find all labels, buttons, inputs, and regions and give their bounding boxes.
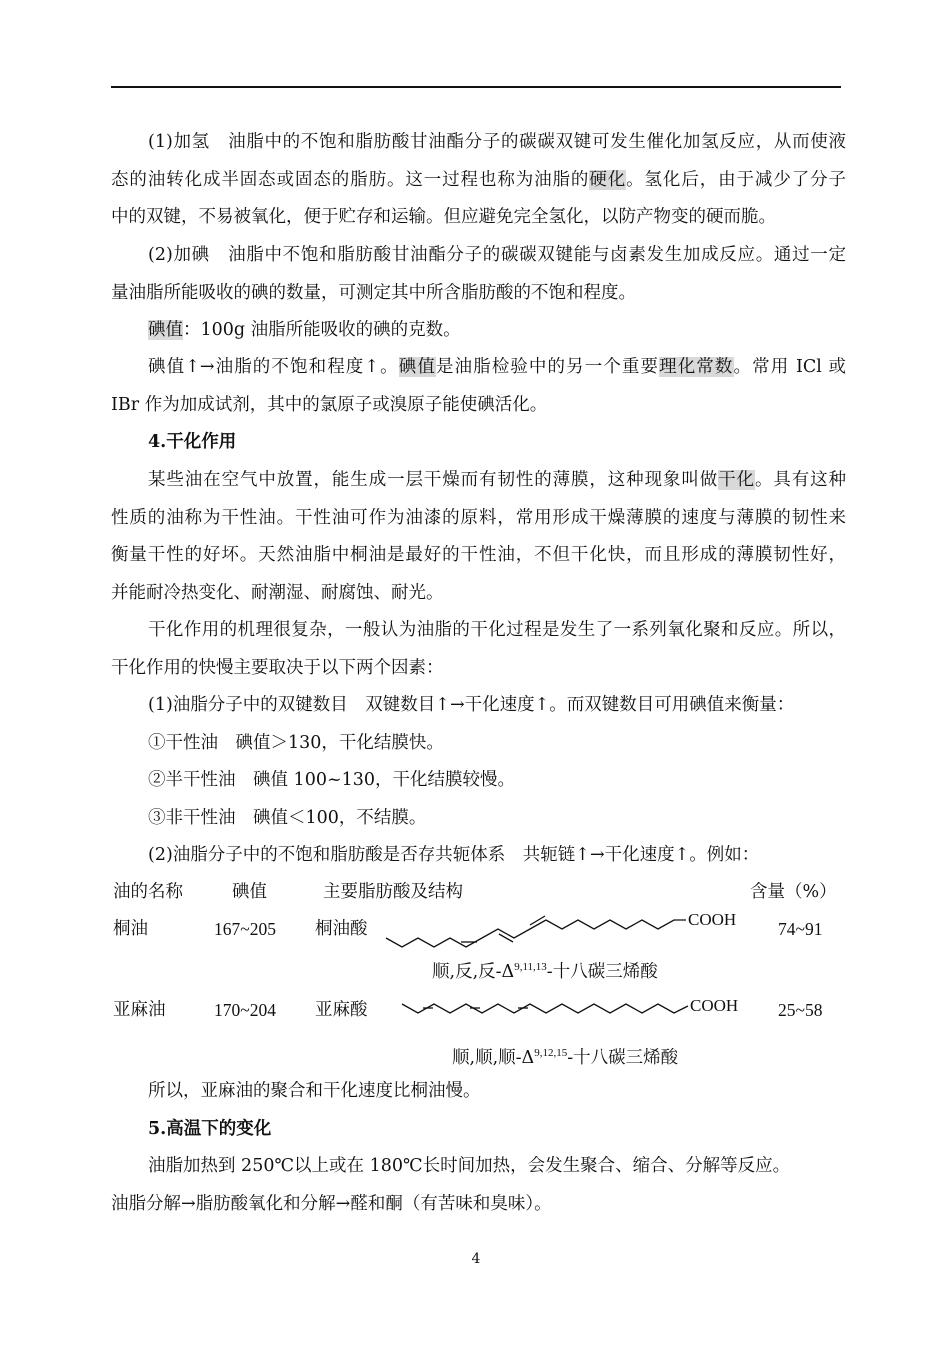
text-span: 。氢化后，由于减少了分子 — [626, 170, 847, 190]
drying-line-3: 衡量干性的好坏。天然油脂中桐油是最好的干性油，不但干化快，而且形成的薄膜韧性好， — [111, 545, 846, 565]
non-drying-oil-item: ③非干性油 碘值＜100，不结膜。 — [148, 808, 427, 828]
term-iodine-value: 碘值 — [398, 357, 436, 377]
iodination-line-1: (2)加碘 油脂中不饱和脂肪酸甘油酯分子的碳碳双键能与卤素发生加成反应。通过一定 — [148, 245, 846, 265]
table-header-acid: 主要脂肪酸及结构 — [323, 882, 463, 902]
row-2-systematic-name — [452, 1041, 678, 1070]
table-header-iodine: 碘值 — [232, 882, 267, 902]
term-iodine-value: 碘值 — [148, 320, 183, 340]
mechanism-line-2: 干化作用的快慢主要取决于以下两个因素： — [111, 658, 444, 678]
text-span: 。常用 ICl 或 — [733, 357, 847, 377]
drying-oil-item: ①干性油 碘值＞130，干化结膜快。 — [148, 733, 444, 753]
drying-line-1 — [148, 468, 846, 492]
text-span: 9,11,13 — [514, 961, 547, 973]
factor-1: (1)油脂分子中的双键数目 双键数目↑→干化速度↑。而双键数目可用碘值来衡量： — [148, 695, 795, 715]
row-1-oil: 桐油 — [113, 919, 148, 939]
row-2-iodine: 170~204 — [214, 1000, 276, 1020]
semi-drying-oil-item: ②半干性油 碘值 100~130，干化结膜较慢。 — [148, 770, 516, 790]
linolenic-acid-structure — [398, 990, 758, 1030]
mechanism-line-1: 干化作用的机理很复杂，一般认为油脂的干化过程是发生了一系列氧化聚和反应。所以， — [148, 620, 846, 640]
text-span: 9,12,15 — [534, 1047, 568, 1059]
text-span: 顺,反,反-Δ — [432, 962, 515, 982]
iodine-value-definition — [148, 318, 846, 342]
row-2-oil: 亚麻油 — [113, 1000, 166, 1020]
row-2-content: 25~58 — [778, 1000, 823, 1020]
text-span: 碘值↑→油脂的不饱和程度↑。 — [148, 357, 399, 377]
row-1-systematic-name — [432, 955, 658, 984]
hydrogenation-line-3: 中的双键，不易被氧化，便于贮存和运输。但应避免完全氢化，以防产物变的硬而脆。 — [111, 207, 776, 227]
text-span: 态的油转化成半固态或固态的脂肪。这一过程也称为油脂的 — [111, 170, 590, 190]
page-number: 4 — [471, 1251, 481, 1267]
table-header-content: 含量（%） — [750, 882, 837, 902]
iodine-relation-line-2: IBr 作为加成试剂，其中的氯原子或溴原子能使碘活化。 — [111, 395, 548, 415]
term-hardening: 硬化 — [589, 170, 627, 190]
heating-line-2: 油脂分解→脂肪酸氧化和分解→醛和酮（有苦味和臭味）。 — [111, 1194, 552, 1214]
header-rule — [111, 86, 841, 88]
section-5-heading: 5.高温下的变化 — [148, 1119, 272, 1139]
row-2-cooh: COOH — [690, 996, 739, 1015]
row-1-iodine: 167~205 — [214, 919, 276, 939]
row-2-acid: 亚麻酸 — [315, 1000, 368, 1020]
text-span: 是油脂检验中的另一个重要 — [435, 357, 660, 377]
term-drying: 干化 — [718, 470, 755, 490]
iodine-relation-line-1 — [148, 355, 846, 379]
iodination-line-2: 量油脂所能吸收的碘的数量，可测定其中所含脂肪酸的不饱和程度。 — [111, 283, 636, 303]
text-span: -十八碳三烯酸 — [567, 1048, 679, 1068]
drying-line-2: 性质的油称为干性油。干性油可作为油漆的原料，常用形成干燥薄膜的速度与薄膜的韧性来 — [111, 508, 846, 528]
eleostearic-acid-structure — [380, 905, 760, 955]
hydrogenation-line-2 — [111, 168, 846, 192]
text-span: ：100g 油脂所能吸收的碘的克数。 — [183, 320, 461, 340]
conclusion: 所以，亚麻油的聚合和干化速度比桐油慢。 — [148, 1081, 481, 1101]
table-header-oil: 油的名称 — [113, 882, 183, 902]
row-1-acid: 桐油酸 — [315, 919, 368, 939]
section-4-heading: 4.干化作用 — [148, 432, 237, 452]
term-physicochemical-constant: 理化常数 — [659, 357, 734, 377]
hydrogenation-line-1: (1)加氢 油脂中的不饱和脂肪酸甘油酯分子的碳碳双键可发生催化加氢反应，从而使液 — [148, 132, 846, 152]
text-span: 。具有这种 — [754, 470, 847, 490]
heating-line-1: 油脂加热到 250℃以上或在 180℃长时间加热，会发生聚合、缩合、分解等反应。 — [148, 1156, 791, 1176]
factor-2: (2)油脂分子中的不饱和脂肪酸是否存共轭体系 共轭链↑→干化速度↑。例如： — [148, 845, 760, 865]
text-span: -十八碳三烯酸 — [546, 962, 658, 982]
drying-line-4: 并能耐冷热变化、耐潮湿、耐腐蚀、耐光。 — [111, 583, 444, 603]
row-1-cooh: COOH — [688, 910, 737, 929]
text-span: 某些油在空气中放置，能生成一层干燥而有韧性的薄膜，这种现象叫做 — [148, 470, 719, 490]
text-span: 顺,顺,顺-Δ — [452, 1048, 535, 1068]
row-1-content: 74~91 — [778, 919, 823, 939]
